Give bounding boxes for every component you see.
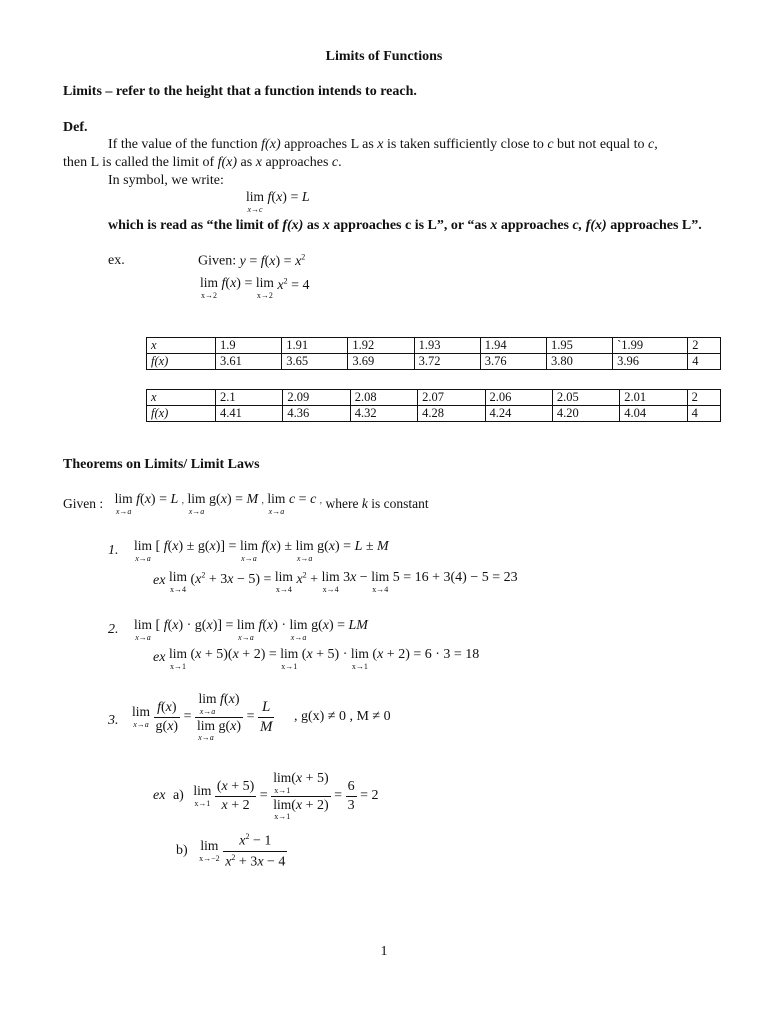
table-cell: 2 xyxy=(687,390,720,406)
table-row xyxy=(147,406,721,422)
text-run: f(x) xyxy=(261,137,281,152)
table-cell: 1.93 xyxy=(414,338,480,354)
table-cell: 2.08 xyxy=(350,390,417,406)
def-line-2 xyxy=(63,155,342,171)
page-number: 1 xyxy=(380,944,388,959)
text-run: x xyxy=(377,137,384,152)
text-run: . xyxy=(338,155,342,170)
page-title: Limits of Functions xyxy=(325,49,443,64)
text-run: x xyxy=(255,155,262,170)
values-table-left xyxy=(146,337,721,370)
table-cell: 3.76 xyxy=(480,354,546,370)
text-run: but not equal to xyxy=(553,137,649,152)
example-limit-formula: lim x→2 f(x) = lim x→2 $x^2 = 4$ xyxy=(200,275,310,300)
table-cell: 4 xyxy=(688,354,721,370)
table-cell: 3.96 xyxy=(613,354,688,370)
symbol-intro: In symbol, we write: xyxy=(108,173,224,188)
text-run: approaches c is L”, or “as xyxy=(329,218,491,233)
given-label: Given : xyxy=(63,496,104,511)
table-cell: 3.61 xyxy=(216,354,282,370)
theorem-3-example-b: b) lim x→−2 $\frac{x^2 - 1}{x^2 + 3x - 4}$ xyxy=(176,832,286,870)
table-cell: 1.9 xyxy=(216,338,282,354)
theorem-number-3: 3. xyxy=(108,713,119,728)
text-run: , xyxy=(654,137,658,152)
table-cell: 1.92 xyxy=(348,338,414,354)
table-cell: 4.41 xyxy=(216,406,283,422)
theorem-1-formula: lim x→a [ f(x) ± g(x)] = lim x→a f(x) ± lim x→a g(x) = L ± M xyxy=(134,538,389,563)
table-cell: 1.91 xyxy=(282,338,348,354)
theorem-number-1: 1. xyxy=(108,543,119,558)
text-run: is taken sufficiently close to xyxy=(383,137,548,152)
theorems-given: Given : lim x→a f(x) = L , lim x→a g(x) = M , lim x→a c = c , where k is constant xyxy=(63,491,429,516)
text-run: k xyxy=(361,496,368,511)
read-as-sentence xyxy=(108,218,702,234)
table-cell: f(x) xyxy=(147,406,216,422)
table-cell: 2.09 xyxy=(283,390,350,406)
theorem-2-example: ex lim x→1 (x + 5)(x + 2) = lim x→1 (x + 5) · lim x→1 (x + 2) = 6 · 3 = 18 xyxy=(153,646,480,671)
text-run: where xyxy=(325,496,359,511)
text-run: c, f(x) xyxy=(572,218,607,233)
example-label: ex. xyxy=(108,253,125,268)
table-cell: 2 xyxy=(688,338,721,354)
table-cell: 2.01 xyxy=(620,390,687,406)
theorem-2-formula: lim x→a [ f(x) · g(x)] = lim x→a f(x) · lim x→a g(x) = LM xyxy=(134,617,368,642)
table-cell: 1.95 xyxy=(546,338,612,354)
text-run: is constant xyxy=(371,496,429,511)
def-heading: Def. xyxy=(63,120,88,135)
subpart-a-label: a) xyxy=(172,788,184,803)
intro-dash: – xyxy=(101,84,116,99)
text-run: f(x) xyxy=(217,155,238,170)
text-run: If the value of the function xyxy=(108,137,262,152)
text-run: f(x) xyxy=(282,218,304,233)
example-label: ex xyxy=(153,573,166,588)
example-given: Given: $y = f(x) = x^2$ xyxy=(198,252,306,269)
table-cell: f(x) xyxy=(147,354,216,370)
theorem-3-conditions: , g(x) ≠ 0 , M ≠ 0 xyxy=(293,709,391,724)
theorem-3-example-a: ex a) lim x→1 $\frac{(x + 5)}{x + 2}$ = lim x→1 (x + 5) lim x→1 (x + 2) = $\frac{6}{3}$ = 2 xyxy=(153,770,379,821)
table-cell: 4.28 xyxy=(418,406,485,422)
text-run: x xyxy=(490,218,498,233)
limits-intro xyxy=(63,84,417,100)
table-cell: 4.04 xyxy=(620,406,687,422)
theorems-heading: Theorems on Limits/ Limit Laws xyxy=(63,457,260,472)
text-run: then L is called the limit of xyxy=(63,155,218,170)
text-run: as xyxy=(303,218,323,233)
table-cell: 1.94 xyxy=(480,338,546,354)
text-run: approaches xyxy=(261,155,332,170)
table-cell: 4 xyxy=(687,406,720,422)
table-cell: 4.24 xyxy=(485,406,552,422)
theorem-number-2: 2. xyxy=(108,622,119,637)
theorem-3-formula: lim x→a $\frac{f(x)}{g(x)}$ = lim x→a f(x) lim x→a g(x) = $\frac{L}{M}$ , g(x) ≠ 0 , M ≠ 0 xyxy=(132,691,391,742)
table-row xyxy=(147,354,721,370)
values-table-right xyxy=(146,389,721,422)
text-run: c xyxy=(648,137,655,152)
text-run: approaches xyxy=(497,218,573,233)
text-run: x xyxy=(322,218,330,233)
table-cell: x xyxy=(147,338,216,354)
theorem-1-example: ex lim x→4 $(x^2 + 3x - 5)$ = lim x→4 $x^2$ + lim x→4 3x − lim x→4 5 = 16 + 3(4) − 5 = 23 xyxy=(153,569,518,594)
intro-definition: refer to the height that a function intends to reach. xyxy=(115,84,417,99)
intro-term: Limits xyxy=(63,84,102,99)
table-cell: 3.65 xyxy=(282,354,348,370)
table-row xyxy=(147,390,721,406)
table-cell: 4.20 xyxy=(552,406,619,422)
table-cell: 2.05 xyxy=(552,390,619,406)
table-cell: 3.72 xyxy=(414,354,480,370)
table-cell: x xyxy=(147,390,216,406)
text-run: c xyxy=(547,137,554,152)
table-cell: 2.07 xyxy=(418,390,485,406)
subpart-b-label: b) xyxy=(176,843,188,859)
text-run: which is read as “the limit of xyxy=(108,218,283,233)
example-label: ex xyxy=(153,650,166,665)
text-run: c xyxy=(331,155,339,170)
table-cell: 4.32 xyxy=(350,406,417,422)
table-cell: 4.36 xyxy=(283,406,350,422)
def-line-1 xyxy=(108,137,658,153)
table-cell: `1.99 xyxy=(613,338,688,354)
table-cell: 3.69 xyxy=(348,354,414,370)
text-run: approaches L as xyxy=(280,137,378,152)
table-row xyxy=(147,338,721,354)
table-cell: 2.06 xyxy=(485,390,552,406)
text-run: approaches L”. xyxy=(606,218,702,233)
table-cell: 2.1 xyxy=(216,390,283,406)
table-cell: 3.80 xyxy=(546,354,612,370)
example-label: ex xyxy=(153,788,166,803)
given-label: Given: xyxy=(198,253,237,269)
text-run: as xyxy=(237,155,256,170)
definition-formula: lim x→c f(x) = L xyxy=(246,189,310,214)
